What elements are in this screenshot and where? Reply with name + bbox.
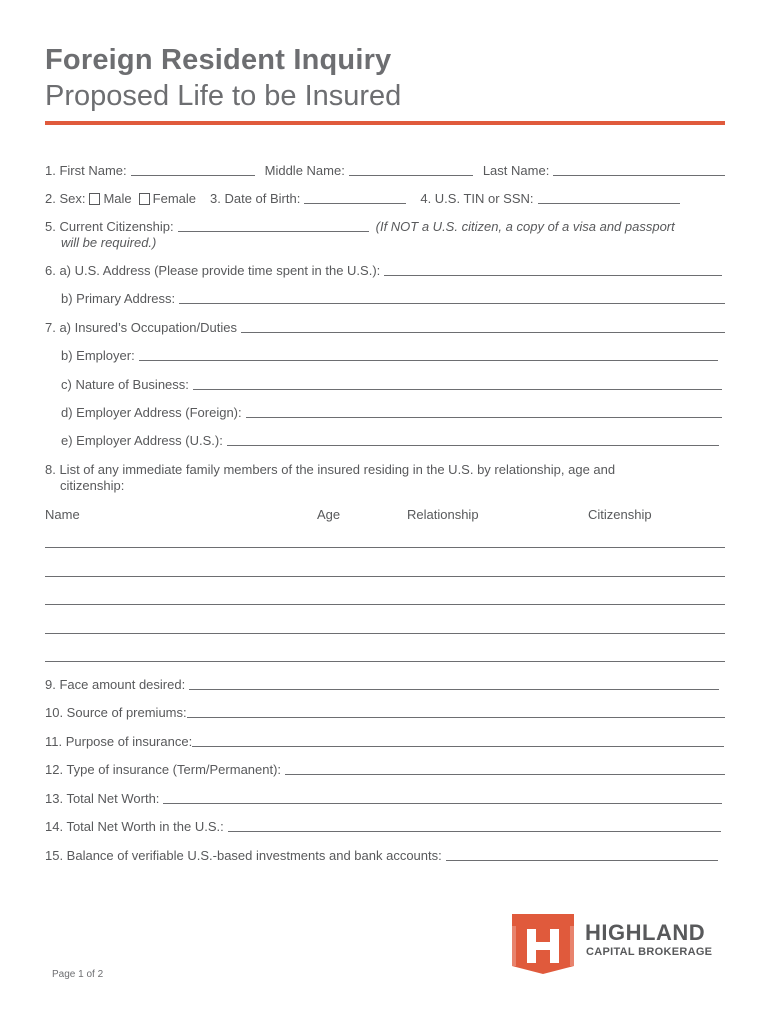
occupation-label: 7. a) Insured’s Occupation/Duties bbox=[45, 320, 237, 335]
occupation-row bbox=[45, 320, 725, 335]
female-label: Female bbox=[152, 191, 197, 206]
face-amount-label: 9. Face amount desired: bbox=[45, 677, 186, 692]
insurance-type-row bbox=[45, 762, 725, 777]
first-name-label: 1. First Name: bbox=[45, 163, 127, 178]
family-question-line2: citizenship: bbox=[60, 478, 125, 493]
page-number: Page 1 of 2 bbox=[52, 969, 104, 980]
purpose-field[interactable] bbox=[192, 734, 724, 747]
primary-address-label: b) Primary Address: bbox=[61, 291, 176, 306]
logo-tagline: CAPITAL BROKERAGE bbox=[586, 946, 713, 958]
col-relationship: Relationship bbox=[407, 507, 479, 522]
family-question-line1: 8. List of any immediate family members of the insured residing in the U.S. by relationship, age and bbox=[45, 462, 616, 477]
logo-wordmark: HIGHLAND bbox=[585, 920, 706, 945]
employer-us-row bbox=[61, 433, 725, 448]
nature-business-row bbox=[61, 377, 725, 392]
citizenship-note: (If NOT a U.S. citizen, a copy of a visa and passport bbox=[375, 219, 675, 234]
investments-row bbox=[45, 848, 725, 863]
page-subtitle: Proposed Life to be Insured bbox=[45, 80, 402, 112]
tin-label: 4. U.S. TIN or SSN: bbox=[420, 191, 534, 206]
male-checkbox[interactable] bbox=[89, 193, 100, 205]
primary-address-row bbox=[61, 291, 725, 306]
employer-foreign-row bbox=[61, 405, 725, 420]
insurance-type-label: 12. Type of insurance (Term/Permanent): bbox=[45, 762, 282, 777]
family-row-field[interactable] bbox=[45, 547, 725, 548]
col-age: Age bbox=[317, 507, 341, 522]
citizenship-row bbox=[45, 219, 725, 234]
employer-foreign-label: d) Employer Address (Foreign): bbox=[61, 405, 242, 420]
col-citizenship: Citizenship bbox=[588, 507, 652, 522]
citizenship-field[interactable] bbox=[178, 219, 369, 232]
citizenship-note-cont bbox=[61, 235, 156, 250]
citizenship-note-line2: will be required.) bbox=[61, 235, 157, 250]
dob-label: 3. Date of Birth: bbox=[210, 191, 301, 206]
highland-shield-icon bbox=[512, 914, 574, 974]
face-amount-field[interactable] bbox=[189, 677, 719, 690]
source-premiums-label: 10. Source of premiums: bbox=[45, 705, 187, 720]
sex-label: 2. Sex: bbox=[45, 191, 86, 206]
female-checkbox[interactable] bbox=[139, 193, 150, 205]
tin-field[interactable] bbox=[538, 191, 680, 204]
net-worth-label: 13. Total Net Worth: bbox=[45, 791, 160, 806]
insurance-type-field[interactable] bbox=[285, 762, 725, 775]
us-address-row bbox=[45, 263, 725, 278]
last-name-field[interactable] bbox=[553, 163, 725, 176]
employer-row bbox=[61, 348, 725, 363]
employer-foreign-field[interactable] bbox=[246, 405, 722, 418]
net-worth-field[interactable] bbox=[163, 791, 722, 804]
employer-label: b) Employer: bbox=[61, 348, 135, 363]
net-worth-us-field[interactable] bbox=[228, 819, 721, 832]
face-amount-row bbox=[45, 677, 725, 692]
highland-logo bbox=[512, 914, 726, 974]
family-row-field[interactable] bbox=[45, 633, 725, 634]
col-name: Name bbox=[45, 507, 80, 522]
source-premiums-row bbox=[45, 705, 725, 720]
nature-business-field[interactable] bbox=[193, 377, 722, 390]
primary-address-field[interactable] bbox=[179, 291, 725, 304]
family-row-field[interactable] bbox=[45, 661, 725, 662]
employer-us-field[interactable] bbox=[227, 433, 719, 446]
net-worth-us-row bbox=[45, 819, 725, 834]
page-title: Foreign Resident Inquiry bbox=[45, 44, 392, 76]
title-underline bbox=[45, 121, 725, 125]
middle-name-label: Middle Name: bbox=[264, 163, 345, 178]
middle-name-field[interactable] bbox=[349, 163, 473, 176]
employer-field[interactable] bbox=[139, 348, 718, 361]
purpose-row bbox=[45, 734, 725, 749]
employer-us-label: e) Employer Address (U.S.): bbox=[61, 433, 223, 448]
sex-dob-tin-row bbox=[45, 191, 725, 206]
occupation-field[interactable] bbox=[241, 320, 725, 333]
us-address-field[interactable] bbox=[384, 263, 722, 276]
investments-field[interactable] bbox=[446, 848, 718, 861]
citizenship-label: 5. Current Citizenship: bbox=[45, 219, 174, 234]
name-row bbox=[45, 163, 725, 178]
first-name-field[interactable] bbox=[131, 163, 255, 176]
last-name-label: Last Name: bbox=[482, 163, 550, 178]
male-label: Male bbox=[103, 191, 132, 206]
family-question bbox=[45, 462, 715, 494]
nature-business-label: c) Nature of Business: bbox=[61, 377, 189, 392]
source-premiums-field[interactable] bbox=[187, 705, 725, 718]
investments-label: 15. Balance of verifiable U.S.-based investments and bank accounts: bbox=[45, 848, 442, 863]
family-row-field[interactable] bbox=[45, 576, 725, 577]
net-worth-row bbox=[45, 791, 725, 806]
us-address-label: 6. a) U.S. Address (Please provide time spent in the U.S.): bbox=[45, 263, 381, 278]
net-worth-us-label: 14. Total Net Worth in the U.S.: bbox=[45, 819, 224, 834]
family-row-field[interactable] bbox=[45, 604, 725, 605]
purpose-label: 11. Purpose of insurance: bbox=[45, 734, 193, 749]
dob-field[interactable] bbox=[304, 191, 406, 204]
